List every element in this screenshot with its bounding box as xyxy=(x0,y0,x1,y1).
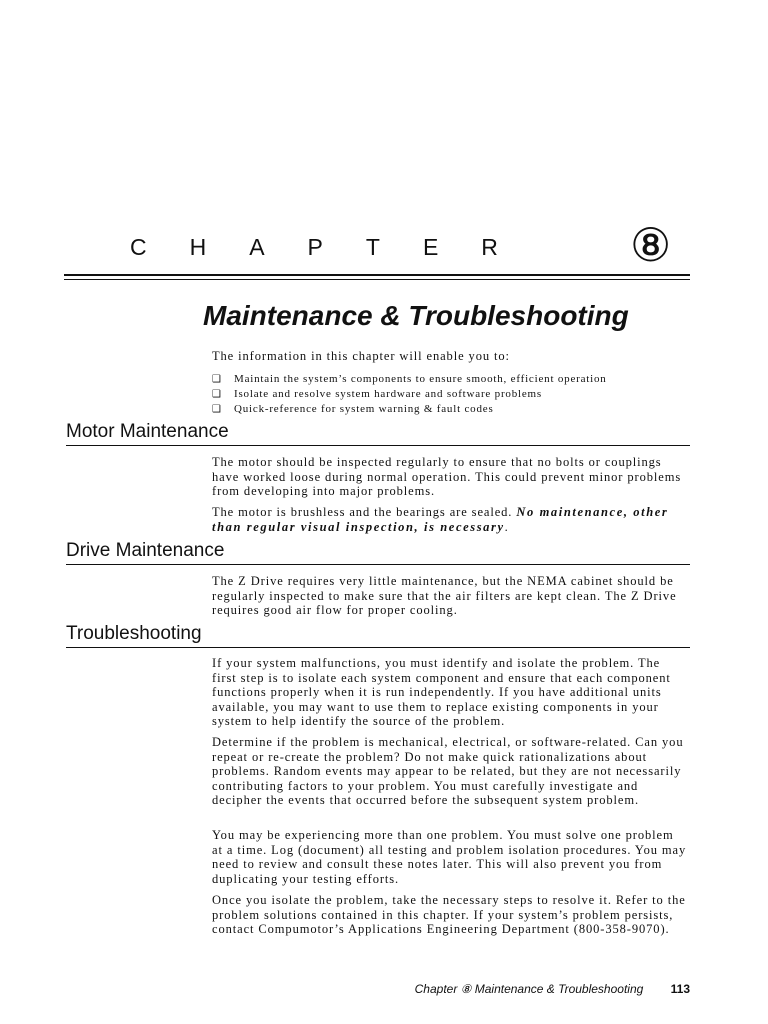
section-heading-troubleshooting: Troubleshooting xyxy=(66,623,690,648)
intro-text: The information in this chapter will enable you to: xyxy=(212,349,510,363)
footer-title: Chapter ⑧ Maintenance & Troubleshooting xyxy=(414,982,644,996)
checkbox-bullet-icon: ❑ xyxy=(212,404,222,415)
troubleshooting-paragraph-1: If your system malfunctions, you must identify and isolate the problem. The first step is to isolate each system component and ensure that each component functions properly when it is run independently. If you have additional units available, you may want to use them to replace existing components in your system to help identify the source of the problem. xyxy=(212,656,671,728)
drive-paragraph-1: The Z Drive requires very little maintenance, but the NEMA cabinet should be regularly inspected to make sure that the air filters are kept clean. The Z Drive requires good air flow for proper cooling. xyxy=(212,574,677,617)
page-footer xyxy=(415,982,690,996)
section-heading-drive: Drive Maintenance xyxy=(66,540,690,565)
motor-paragraph-2: The motor is brushless and the bearings are sealed. No maintenance, other than regular visual inspection, is necessary. xyxy=(212,505,669,534)
section-heading-motor: Motor Maintenance xyxy=(66,421,690,446)
checkbox-bullet-icon: ❑ xyxy=(212,374,222,385)
troubleshooting-paragraph-2: Determine if the problem is mechanical, electrical, or software-related. Can you repeat or re-create the problem? Do not make quick rationalizations about problems. Random events may appear to be related, but they are not necessarily contributing factors to your problem. You must carefully investigate and decipher the events that occurred before the subsequent system problem. xyxy=(212,735,684,807)
troubleshooting-paragraph-3: You may be experiencing more than one problem. You must solve one problem at a time. Log (document) all testing and problem isolation procedures. You may need to review and consult these notes later. This will also prevent you from duplicating your testing efforts. xyxy=(212,828,687,886)
checkbox-bullet-icon: ❑ xyxy=(212,389,222,400)
chapter-number: ⑧ xyxy=(630,218,672,272)
troubleshooting-paragraph-4: Once you isolate the problem, take the necessary steps to resolve it. Refer to the problem solutions contained in this chapter. If your system’s problem persists, contact Compumotor’s Applications Engineering Department (800-358-9070). xyxy=(212,893,686,936)
chapter-heading xyxy=(130,218,690,272)
motor-paragraph-1: The motor should be inspected regularly to ensure that no bolts or couplings have worked loose during normal operation. This could prevent minor problems from developing into major problems. xyxy=(212,455,682,498)
list-item: ❑ Quick-reference for system warning & fault codes xyxy=(212,403,494,415)
page-number: 113 xyxy=(670,982,690,996)
chapter-label: CHAPTER xyxy=(130,234,541,260)
page-title: Maintenance & Troubleshooting xyxy=(203,300,629,331)
list-item: ❑ Maintain the system’s components to ensure smooth, efficient operation xyxy=(212,373,607,385)
list-item: ❑ Isolate and resolve system hardware and software problems xyxy=(212,388,542,400)
chapter-divider xyxy=(64,274,690,280)
intro-bullet-list xyxy=(212,372,692,417)
motor-emphasis: No maintenance, other than regular visual inspection, is necessary xyxy=(212,505,669,534)
